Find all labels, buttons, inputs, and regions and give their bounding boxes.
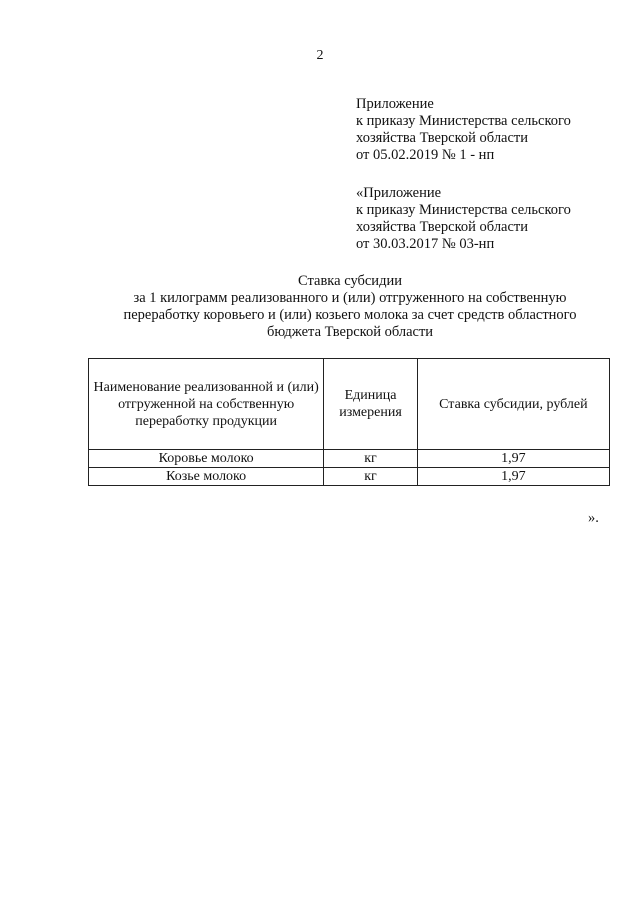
table-row [89,450,610,468]
cell-unit: кг [324,450,417,468]
title-line: за 1 килограмм реализованного и (или) отгруженного на собственную [133,290,567,306]
header-unit: Единица измерения [324,359,417,450]
closing-quote-mark: ». [588,510,599,526]
table-row [89,468,610,486]
cell-product: Коровье молоко [89,450,324,468]
annex-current-reference [356,96,626,164]
annex-line: хозяйства Тверской области [356,130,529,146]
subsidy-rate-table [88,358,610,486]
annex-line: от 05.02.2019 № 1 - нп [356,147,495,163]
annex-line: хозяйства Тверской области [356,219,529,235]
document-title [60,273,640,341]
title-line: бюджета Тверской области [266,324,434,340]
annex-line: к приказу Министерства сельского [356,202,571,218]
annex-line: «Приложение [356,185,442,201]
title-line: переработку коровьего и (или) козьего молока за счет средств областного [123,307,577,323]
title-line: Ставка субсидии [298,273,402,289]
header-rate: Ставка субсидии, рублей [417,359,609,450]
annex-previous-reference [356,185,626,253]
annex-line: к приказу Министерства сельского [356,113,571,129]
annex-line: Приложение [356,96,434,112]
cell-rate: 1,97 [417,450,609,468]
header-product-name: Наименование реализованной и (или) отгруженной на собственную переработку продукции [89,359,324,450]
cell-unit: кг [324,468,417,486]
table-header-row [89,359,610,450]
cell-rate: 1,97 [417,468,609,486]
page-number: 2 [316,48,324,63]
cell-product: Козье молоко [89,468,324,486]
annex-line: от 30.03.2017 № 03-нп [356,236,495,252]
